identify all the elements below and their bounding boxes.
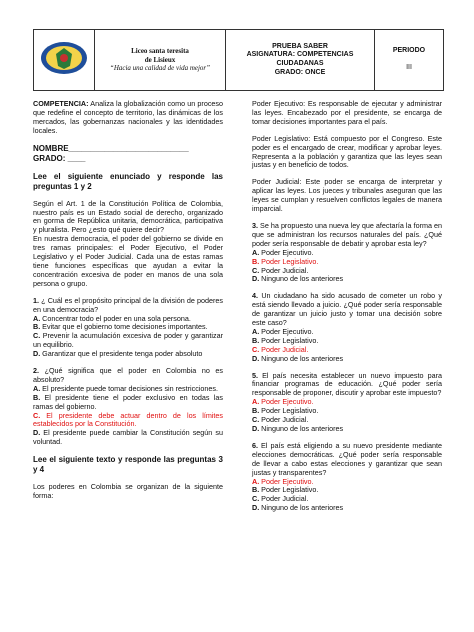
instruction-q1-q2: Lee el siguiente enunciado y responde las preguntas 1 y 2 — [33, 171, 223, 191]
option-letter: C. — [33, 331, 41, 341]
question-1 — [33, 297, 223, 315]
question-2 — [33, 367, 223, 385]
test-title: PRUEBA SABER — [272, 42, 328, 50]
intro-paragraph-2: En nuestra democracia, el poder del gobierno se divide en tres ramas principales: el Poder Ejecutivo, el Poder Legislativo y el Poder Judicial. Cada una de estas ramas tiene funciones específicas que ayudan a evitar la concentración excesiva de poder en manos de una sola persona o grupo. — [33, 234, 223, 288]
school-subname: de Lisieux — [144, 55, 176, 64]
q2-option-c-marked-answer[interactable] — [33, 412, 223, 430]
option-letter: D. — [33, 349, 41, 359]
option-letter: C. — [252, 344, 260, 354]
school-motto: “Hacia una calidad de vida mejor” — [109, 64, 211, 73]
question-number: 6. — [252, 440, 258, 450]
competencia-label: COMPETENCIA: — [33, 99, 89, 108]
option-letter: D. — [33, 428, 41, 438]
option-text: Poder Judicial. — [259, 265, 309, 275]
option-letter: A. — [252, 247, 260, 257]
option-text: Poder Legislativo. — [259, 485, 319, 495]
option-letter: A. — [252, 397, 260, 407]
question-text: ¿ Cuál es el propósito principal de la división de poderes en una democracia? — [33, 295, 223, 314]
school-logo-cell — [34, 30, 95, 91]
school-info-cell — [95, 30, 226, 91]
q3-option-d[interactable] — [252, 275, 442, 284]
question-text: El país está eligiendo a su nuevo presidente mediante elecciones democráticas. ¿Qué poder sería responsable de llevar a cabo estas elecciones y garantizar que sean justas y transparentes? — [252, 440, 442, 477]
option-letter: A. — [33, 313, 41, 323]
option-text: Poder Judicial. — [259, 344, 309, 354]
option-text: El presidente tiene el poder exclusivo en todas las ramas del gobierno. — [33, 392, 223, 411]
option-text: Poder Legislativo. — [259, 256, 319, 266]
instruction-q3-q4: Lee el siguiente texto y responde las preguntas 3 y 4 — [33, 455, 223, 475]
intro-paragraph-3: Los poderes en Colombia se organizan de la siguiente forma: — [33, 482, 223, 501]
question-6 — [252, 442, 442, 478]
option-text: Poder Legislativo. — [259, 335, 319, 345]
option-letter: B. — [33, 322, 41, 332]
option-letter: C. — [33, 410, 41, 420]
option-letter: D. — [252, 353, 260, 363]
period-cell — [375, 30, 444, 91]
option-text: Ninguno de los anteriores — [259, 353, 344, 363]
option-text: Poder Ejecutivo. — [259, 326, 314, 336]
period-value: III — [406, 64, 412, 71]
q4-option-d[interactable] — [252, 355, 442, 364]
question-text: Un ciudadano ha sido acusado de cometer un robo y está siendo llevado a juicio. ¿Qué poder sería responsable de garantizar un juicio justo y tomar una decisión sobre este caso? — [252, 291, 442, 328]
question-text: ¿Qué significa que el poder en Colombia no es absoluto? — [33, 366, 223, 384]
poder-judicial-paragraph: Poder Judicial: Este poder se encarga de interpretar y aplicar las leyes. Los jueces y tribunales aseguran que las leyes se cumplan y resuelven conflictos legales de manera imparcial. — [252, 177, 442, 214]
poder-legislativo-paragraph: Poder Legislativo: Está compuesto por el Congreso. Este poder es el encargado de crear, modificar y aprobar leyes. Representa a la población y garantiza que las leyes sean justas y en beneficio de todos. — [252, 133, 442, 170]
option-text: Ninguno de los anteriores — [259, 274, 344, 284]
q1-option-d[interactable] — [33, 350, 223, 359]
option-text: Garantizar que el presidente tenga poder absoluto — [40, 349, 203, 359]
competencia-paragraph — [33, 100, 223, 136]
school-logo-icon — [39, 40, 89, 76]
option-letter: A. — [33, 383, 41, 393]
option-text: Poder Judicial. — [259, 494, 309, 504]
question-text: El país necesita establecer un nuevo impuesto para financiar programas de educación. ¿Qué poder sería responsable de proponer, discutir y aprobar este impuesto? — [252, 370, 442, 398]
option-letter: B. — [33, 392, 41, 402]
question-number: 1. — [33, 295, 39, 305]
intro-paragraph-1: Según el Art. 1 de la Constitución Política de Colombia, nuestro país es un Estado social de derecho, organizado en gorma de República unitaria, democrática, participativa y pluralista. Pero ¿esto qué quiere decir? — [33, 198, 223, 235]
option-text: Concentrar todo el poder en una sola persona. — [40, 313, 191, 323]
option-letter: C. — [252, 415, 260, 425]
q5-option-d[interactable] — [252, 425, 442, 434]
option-text: El presidente debe actuar dentro de los límites establecidos por la Constitución. — [33, 410, 223, 429]
test-info-cell — [226, 30, 375, 91]
question-number: 4. — [252, 291, 258, 301]
option-text: Poder Ejecutivo. — [259, 397, 314, 407]
option-text: Prevenir la acumulación excesiva de poder y garantizar un equilibrio. — [33, 331, 223, 350]
option-letter: B. — [252, 485, 260, 495]
option-text: El presidente puede cambiar la Constitución según su voluntad. — [33, 428, 223, 447]
option-letter: B. — [252, 406, 260, 416]
option-text: Ninguno de los anteriores — [259, 503, 344, 513]
option-text: Ninguno de los anteriores — [259, 424, 344, 433]
competencia-text: Analiza la globalización como un proceso que redefine el concepto de territorio, las dinámicas de los mercados, las gobernanzas nacionales y las identidades locales. — [33, 99, 223, 135]
q1-option-c[interactable] — [33, 332, 223, 350]
question-4 — [252, 292, 442, 328]
question-number: 3. — [252, 220, 258, 230]
nombre-field[interactable]: NOMBRE___________________________ — [33, 143, 189, 153]
option-letter: D. — [252, 274, 260, 284]
option-letter: B. — [252, 256, 260, 266]
q2-option-d[interactable] — [33, 429, 223, 447]
option-letter: D. — [252, 424, 260, 433]
option-text: Poder Ejecutivo. — [259, 476, 314, 486]
option-letter: B. — [252, 335, 260, 345]
question-5 — [252, 372, 442, 399]
question-3 — [252, 222, 442, 249]
subject-label: ASIGNATURA: COMPETENCIAS CIUDADANAS — [246, 51, 354, 67]
left-column — [33, 100, 223, 501]
option-letter: D. — [252, 503, 260, 513]
exam-header — [33, 29, 444, 91]
period-label: PERIODO — [392, 47, 426, 55]
option-letter: C. — [252, 494, 260, 504]
option-text: Evitar que el gobierno tome decisiones importantes. — [40, 322, 208, 332]
q2-option-b[interactable] — [33, 394, 223, 412]
option-text: Poder Ejecutivo. — [259, 247, 314, 257]
option-letter: A. — [252, 326, 260, 336]
poder-ejecutivo-paragraph: Poder Ejecutivo: Es responsable de ejecutar y administrar las leyes. Encabezado por el presidente, se encarga de tomar decisiones importantes para el país. — [252, 99, 442, 126]
option-text: Poder Legislativo. — [259, 406, 319, 416]
option-letter: C. — [252, 265, 260, 275]
q6-option-d[interactable] — [252, 504, 442, 513]
question-number: 5. — [252, 370, 258, 380]
right-column — [252, 100, 442, 513]
option-text: El presidente puede tomar decisiones sin restricciones. — [40, 383, 218, 393]
option-text: Poder Judicial. — [259, 415, 309, 425]
grade-label: GRADO: ONCE — [274, 68, 326, 76]
question-number: 2. — [33, 366, 39, 376]
school-name: Liceo santa teresita — [131, 46, 189, 55]
grado-field[interactable]: GRADO: ____ — [33, 153, 86, 163]
option-letter: A. — [252, 476, 260, 486]
question-text: Se ha propuesto una nueva ley que afectaría la forma en que se administran los recursos naturales del país. ¿Qué poder sería responsable de debatir y aprobar esta ley? — [252, 220, 442, 248]
